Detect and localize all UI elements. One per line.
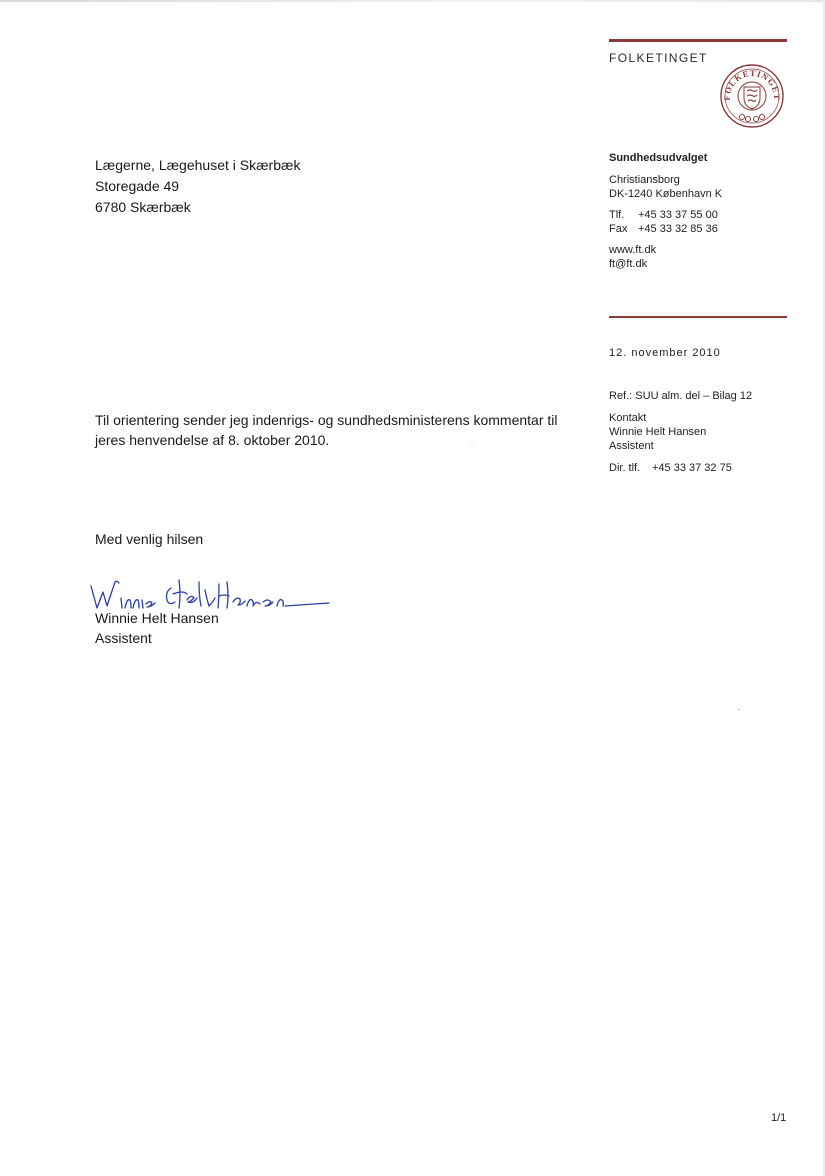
svg-text:FOLKETINGET: FOLKETINGET [721, 67, 783, 101]
recipient-line3: 6780 Skærbæk [95, 199, 191, 215]
letter-date: 12. november 2010 [609, 347, 721, 359]
folketinget-seal-icon [718, 62, 786, 130]
phone-row [609, 208, 799, 222]
direct-phone-row [609, 461, 799, 475]
recipient-line2: Storegade 49 [95, 178, 180, 194]
signer-title: Assistent [95, 630, 152, 646]
reference-block [609, 389, 799, 475]
recipient-address [95, 155, 300, 218]
email-link[interactable]: ft@ft.dk [609, 258, 648, 270]
direct-phone-label: Dir. tlf. [609, 462, 641, 474]
phone-label: Tlf. [609, 209, 625, 221]
signer-block [95, 608, 219, 648]
phone-value: +45 33 37 55 00 [638, 209, 718, 221]
scan-speck [471, 443, 473, 444]
fax-value: +45 33 32 85 36 [638, 223, 718, 235]
letter-body: Til orientering sender jeg indenrigs- og sundhedsministerens kommentar til jeres henvendelse af 8. oktober 2010. [95, 412, 558, 448]
scan-edge-top [0, 0, 825, 2]
brand-name: FOLKETINGET [609, 51, 708, 65]
sender-block [609, 151, 799, 271]
sender-address-line2: DK-1240 København K [609, 188, 723, 200]
signer-name: Winnie Helt Hansen [95, 610, 219, 626]
contact-label: Kontakt [609, 412, 647, 424]
sender-address-line1: Christiansborg [609, 174, 680, 186]
recipient-line1: Lægerne, Lægehuset i Skærbæk [95, 157, 301, 173]
website-link[interactable]: www.ft.dk [609, 244, 657, 256]
reference-line: Ref.: SUU alm. del – Bilag 12 [609, 390, 753, 402]
contact-title: Assistent [609, 440, 654, 452]
scan-speck [738, 709, 740, 710]
direct-phone-value: +45 33 37 32 75 [652, 462, 732, 474]
letterhead-mid-rule [609, 316, 787, 318]
fax-label: Fax [609, 223, 628, 235]
contact-name: Winnie Helt Hansen [609, 426, 707, 438]
committee-name: Sundhedsudvalget [609, 152, 708, 164]
page-number: 1/1 [771, 1112, 787, 1124]
closing-greeting: Med venlig hilsen [95, 531, 204, 547]
letterhead-top-rule [609, 39, 787, 42]
fax-row [609, 222, 799, 236]
